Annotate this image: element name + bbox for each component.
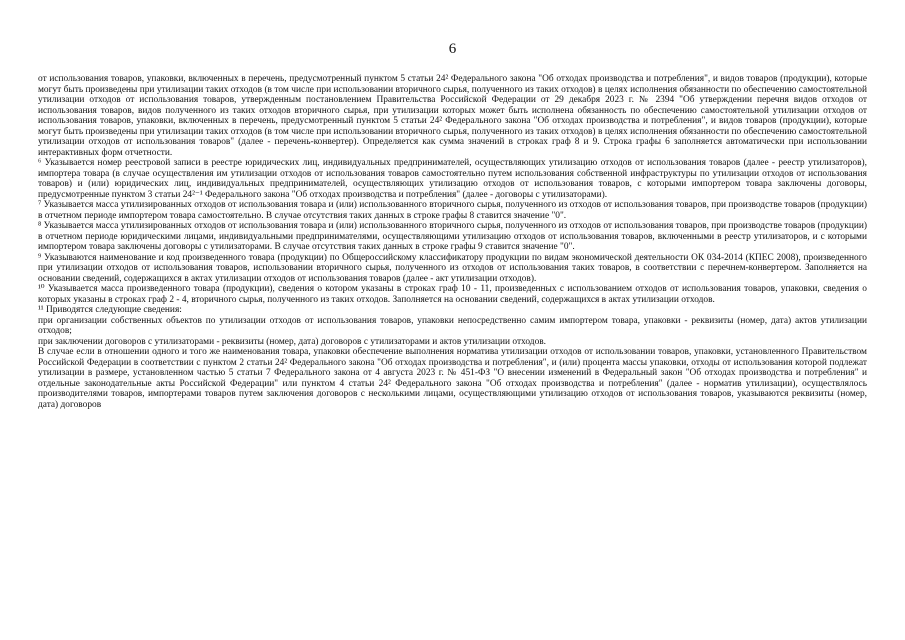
- paragraph-own-facilities: при организации собственных объектов по утилизации отходов от использования товаров, упаковки непосредственно самим импортером товара, упаковки - реквизиты (номер, дата) актов утилизации отходов;: [38, 315, 867, 336]
- paragraph-continuation: от использования товаров, упаковки, включенных в перечень, предусмотренный пунктом 5 статьи 24² Федерального закона "Об отходах производства и потребления", и видов товаров (продукции), которые могут быть произведены при утилизации таких отходов (в том числе при использовании вторичного сырья, полученного из таких отходов) в целях исполнения обязанности по обеспечению самостоятельной утилизации отходов от использования товаров, утвержденным постановлением Правительства Российской Федерации от 29 декабря 2023 г. № 2394 "Об утверждении перечня видов отходов от использования товаров, видов полученного из таких отходов вторичного сырья, при утилизации которых может быть исполнена обязанность по обеспечению самостоятельной утилизации отходов от использования товаров, упаковки, включенных в перечень, предусмотренный пунктом 5 статьи 24² Федерального закона "Об отходах производства и потребления", и видов товаров (продукции), которые могут быть произведены при утилизации таких отходов (в том числе при использовании вторичного сырья, полученного из таких отходов) в целях исполнения обязанности по обеспечению самостоятельной утилизации отходов от использования товаров" (далее - перечень-конвертер). Определяется как сумма значений в строках граф 8 и 9. Строка графы 6 заполняется автоматически при использовании интерактивных форм отчетности.: [38, 74, 867, 158]
- footnote-7: ⁷ Указывается масса утилизированных отходов от использования товара и (или) использованного вторичного сырья, полученного из отходов от использования товаров, при производстве товаров (продукции) в отчетном периоде импортером товара самостоятельно. В случае отсутствия таких данных в строке графы 8 ставится значение "0".: [38, 200, 867, 221]
- footnote-9: ⁹ Указываются наименование и код произведенного товара (продукции) по Общероссийскому классификатору продукции по видам экономической деятельности ОК 034-2014 (КПЕС 2008), произведенного при утилизации отходов от использования товаров, использовании вторичного сырья, полученного из отходов от использования таких товаров, в соответствии с перечнем-конвертером. Заполняется на основании сведений, содержащихся в актах утилизации отходов от использования товаров (далее - акт утилизации отходов).: [38, 252, 867, 284]
- footnote-10: ¹⁰ Указывается масса произведенного товара (продукции), сведения о котором указаны в строках граф 10 - 11, произведенных с использованием отходов от использования товаров, упаковки, сведения о которых указаны в строках граф 2 - 4, вторичного сырья, полученного из таких отходов. Заполняется на основании сведений, содержащихся в актах утилизации отходов.: [38, 284, 867, 305]
- paragraph-contracts: при заключении договоров с утилизаторами - реквизиты (номер, дата) договоров с утилизаторами и актов утилизации отходов.: [38, 336, 547, 347]
- paragraph-multiple-parties: В случае если в отношении одного и того же наименования товара, упаковки обеспечение выполнения норматива утилизации отходов от использовании товаров, упаковки, установленного Правительством Российской Федерации в соответствии с пунктом 2 статьи 24² Федерального закона "Об отходах производства и потребления", и (или) процента массы упаковки, отходы от использования которой подлежат утилизации в размере, установленном частью 5 статьи 7 Федерального закона от 4 августа 2023 г. № 451-ФЗ "О внесении изменений в Федеральный закон "Об отходах производства и потребления" и отдельные законодательные акты Российской Федерации" или пунктом 4 статьи 24² Федерального закона "Об отходах производства и потребления" (далее - норматив утилизации), осуществлялось производителями товаров, импортерами товаров путем заключения договоров с несколькими лицами, осуществляющими утилизацию отходов от использования товаров, указываются реквизиты (номер, дата) договоров: [38, 347, 867, 410]
- page-number: 6: [448, 41, 457, 57]
- document-body: [38, 74, 867, 410]
- footnote-6: ⁶ Указывается номер реестровой записи в реестре юридических лиц, индивидуальных предпринимателей, осуществляющих утилизацию отходов от использования товаров (далее - реестр утилизаторов), импортера товара (в случае осуществления им утилизации отходов от использования товаров самостоятельно путем использования собственной инфраструктуры по утилизации отходов от использования товаров) и (или) юридических лиц, индивидуальных предпринимателей, осуществляющих утилизацию отходов от использования товаров, с которыми импортером товара заключены договоры, предусмотренные пунктом 3 статьи 24²⁻¹ Федерального закона "Об отходах производства и потребления" (далее - договоры с утилизаторами).: [38, 158, 867, 200]
- footnote-11: ¹¹ Приводятся следующие сведения:: [38, 305, 182, 315]
- footnote-8: ⁸ Указывается масса утилизированных отходов от использования товара и (или) использованного вторичного сырья, полученного из отходов от использования товаров, при производстве товаров (продукции) в отчетном периоде юридическими лицами, индивидуальными предпринимателями, осуществляющими утилизацию отходов от использования товаров, включенными в реестр утилизаторов, и с которыми импортером товара заключены договоры с утилизаторами. В случае отсутствия таких данных в строке графы 9 ставится значение "0".: [38, 221, 867, 252]
